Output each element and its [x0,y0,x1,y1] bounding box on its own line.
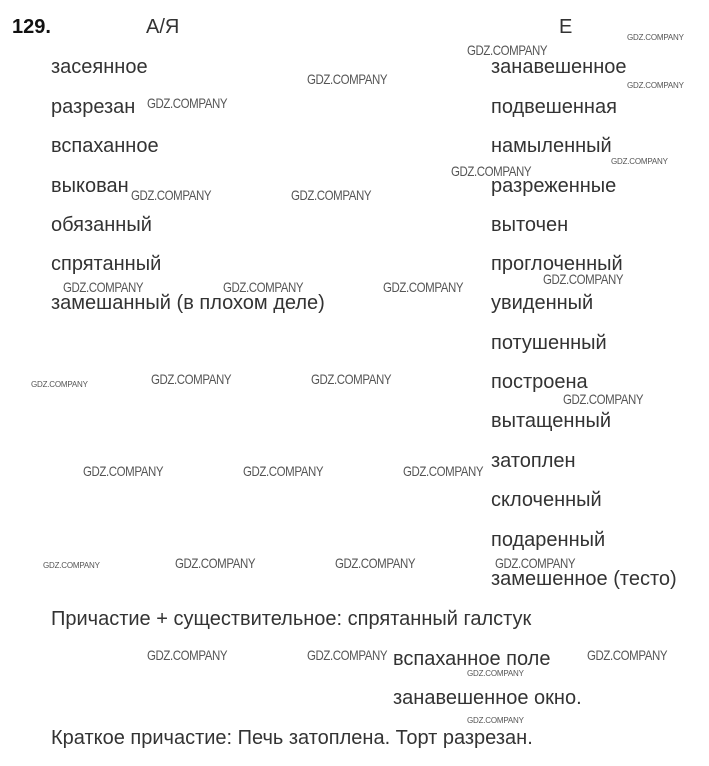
list-item: намыленный [491,135,612,157]
list-item: проглоченный [491,253,623,275]
column-header-left: А/Я [146,16,180,38]
watermark: GDZ.COMPANY [467,42,548,58]
list-item: замешенное (тесто) [491,568,677,590]
watermark: GDZ.COMPANY [627,33,684,42]
list-item: занавешенное [491,56,627,78]
watermark: GDZ.COMPANY [627,81,684,90]
list-item: выточен [491,214,569,236]
watermark: GDZ.COMPANY [383,279,464,295]
list-item: затоплен [491,450,576,472]
watermark: GDZ.COMPANY [147,95,228,111]
exercise-number: 129. [12,16,51,38]
list-item: засеянное [51,56,148,78]
watermark: GDZ.COMPANY [243,463,324,479]
list-item: вспаханное [51,135,159,157]
list-item: замешанный (в плохом деле) [51,292,325,314]
watermark: GDZ.COMPANY [587,647,668,663]
list-item: обязанный [51,214,152,236]
watermark: GDZ.COMPANY [403,463,484,479]
participle-noun-line: Причастие + существительное: спрятанный галстук [51,608,532,630]
watermark: GDZ.COMPANY [83,463,164,479]
watermark: GDZ.COMPANY [175,555,256,571]
watermark: GDZ.COMPANY [147,647,228,663]
watermark: GDZ.COMPANY [307,647,388,663]
watermark: GDZ.COMPANY [563,391,644,407]
phrase-line: вспаханное поле [393,648,551,670]
list-item: разреженные [491,175,617,197]
watermark: GDZ.COMPANY [31,380,88,389]
watermark: GDZ.COMPANY [307,71,388,87]
list-item: выкован [51,175,129,197]
watermark: GDZ.COMPANY [495,555,576,571]
watermark: GDZ.COMPANY [335,555,416,571]
list-item: спрятанный [51,253,162,275]
watermark: GDZ.COMPANY [291,187,372,203]
short-participle-line: Краткое причастие: Печь затоплена. Торт разрезан. [51,727,533,749]
list-item: склоченный [491,489,602,511]
watermark: GDZ.COMPANY [467,669,524,678]
list-item: потушенный [491,332,607,354]
watermark: GDZ.COMPANY [223,279,304,295]
list-item: вытащенный [491,410,612,432]
watermark: GDZ.COMPANY [43,561,100,570]
list-item: построена [491,371,588,393]
watermark: GDZ.COMPANY [611,157,668,166]
watermark: GDZ.COMPANY [451,163,532,179]
column-header-right: Е [559,16,573,38]
phrase-line: занавешенное окно. [393,687,582,709]
watermark: GDZ.COMPANY [311,371,392,387]
watermark: GDZ.COMPANY [131,187,212,203]
watermark: GDZ.COMPANY [151,371,232,387]
watermark: GDZ.COMPANY [543,271,624,287]
watermark: GDZ.COMPANY [63,279,144,295]
list-item: разрезан [51,96,136,118]
list-item: подвешенная [491,96,617,118]
list-item: подаренный [491,529,606,551]
list-item: увиденный [491,292,594,314]
watermark: GDZ.COMPANY [467,716,524,725]
